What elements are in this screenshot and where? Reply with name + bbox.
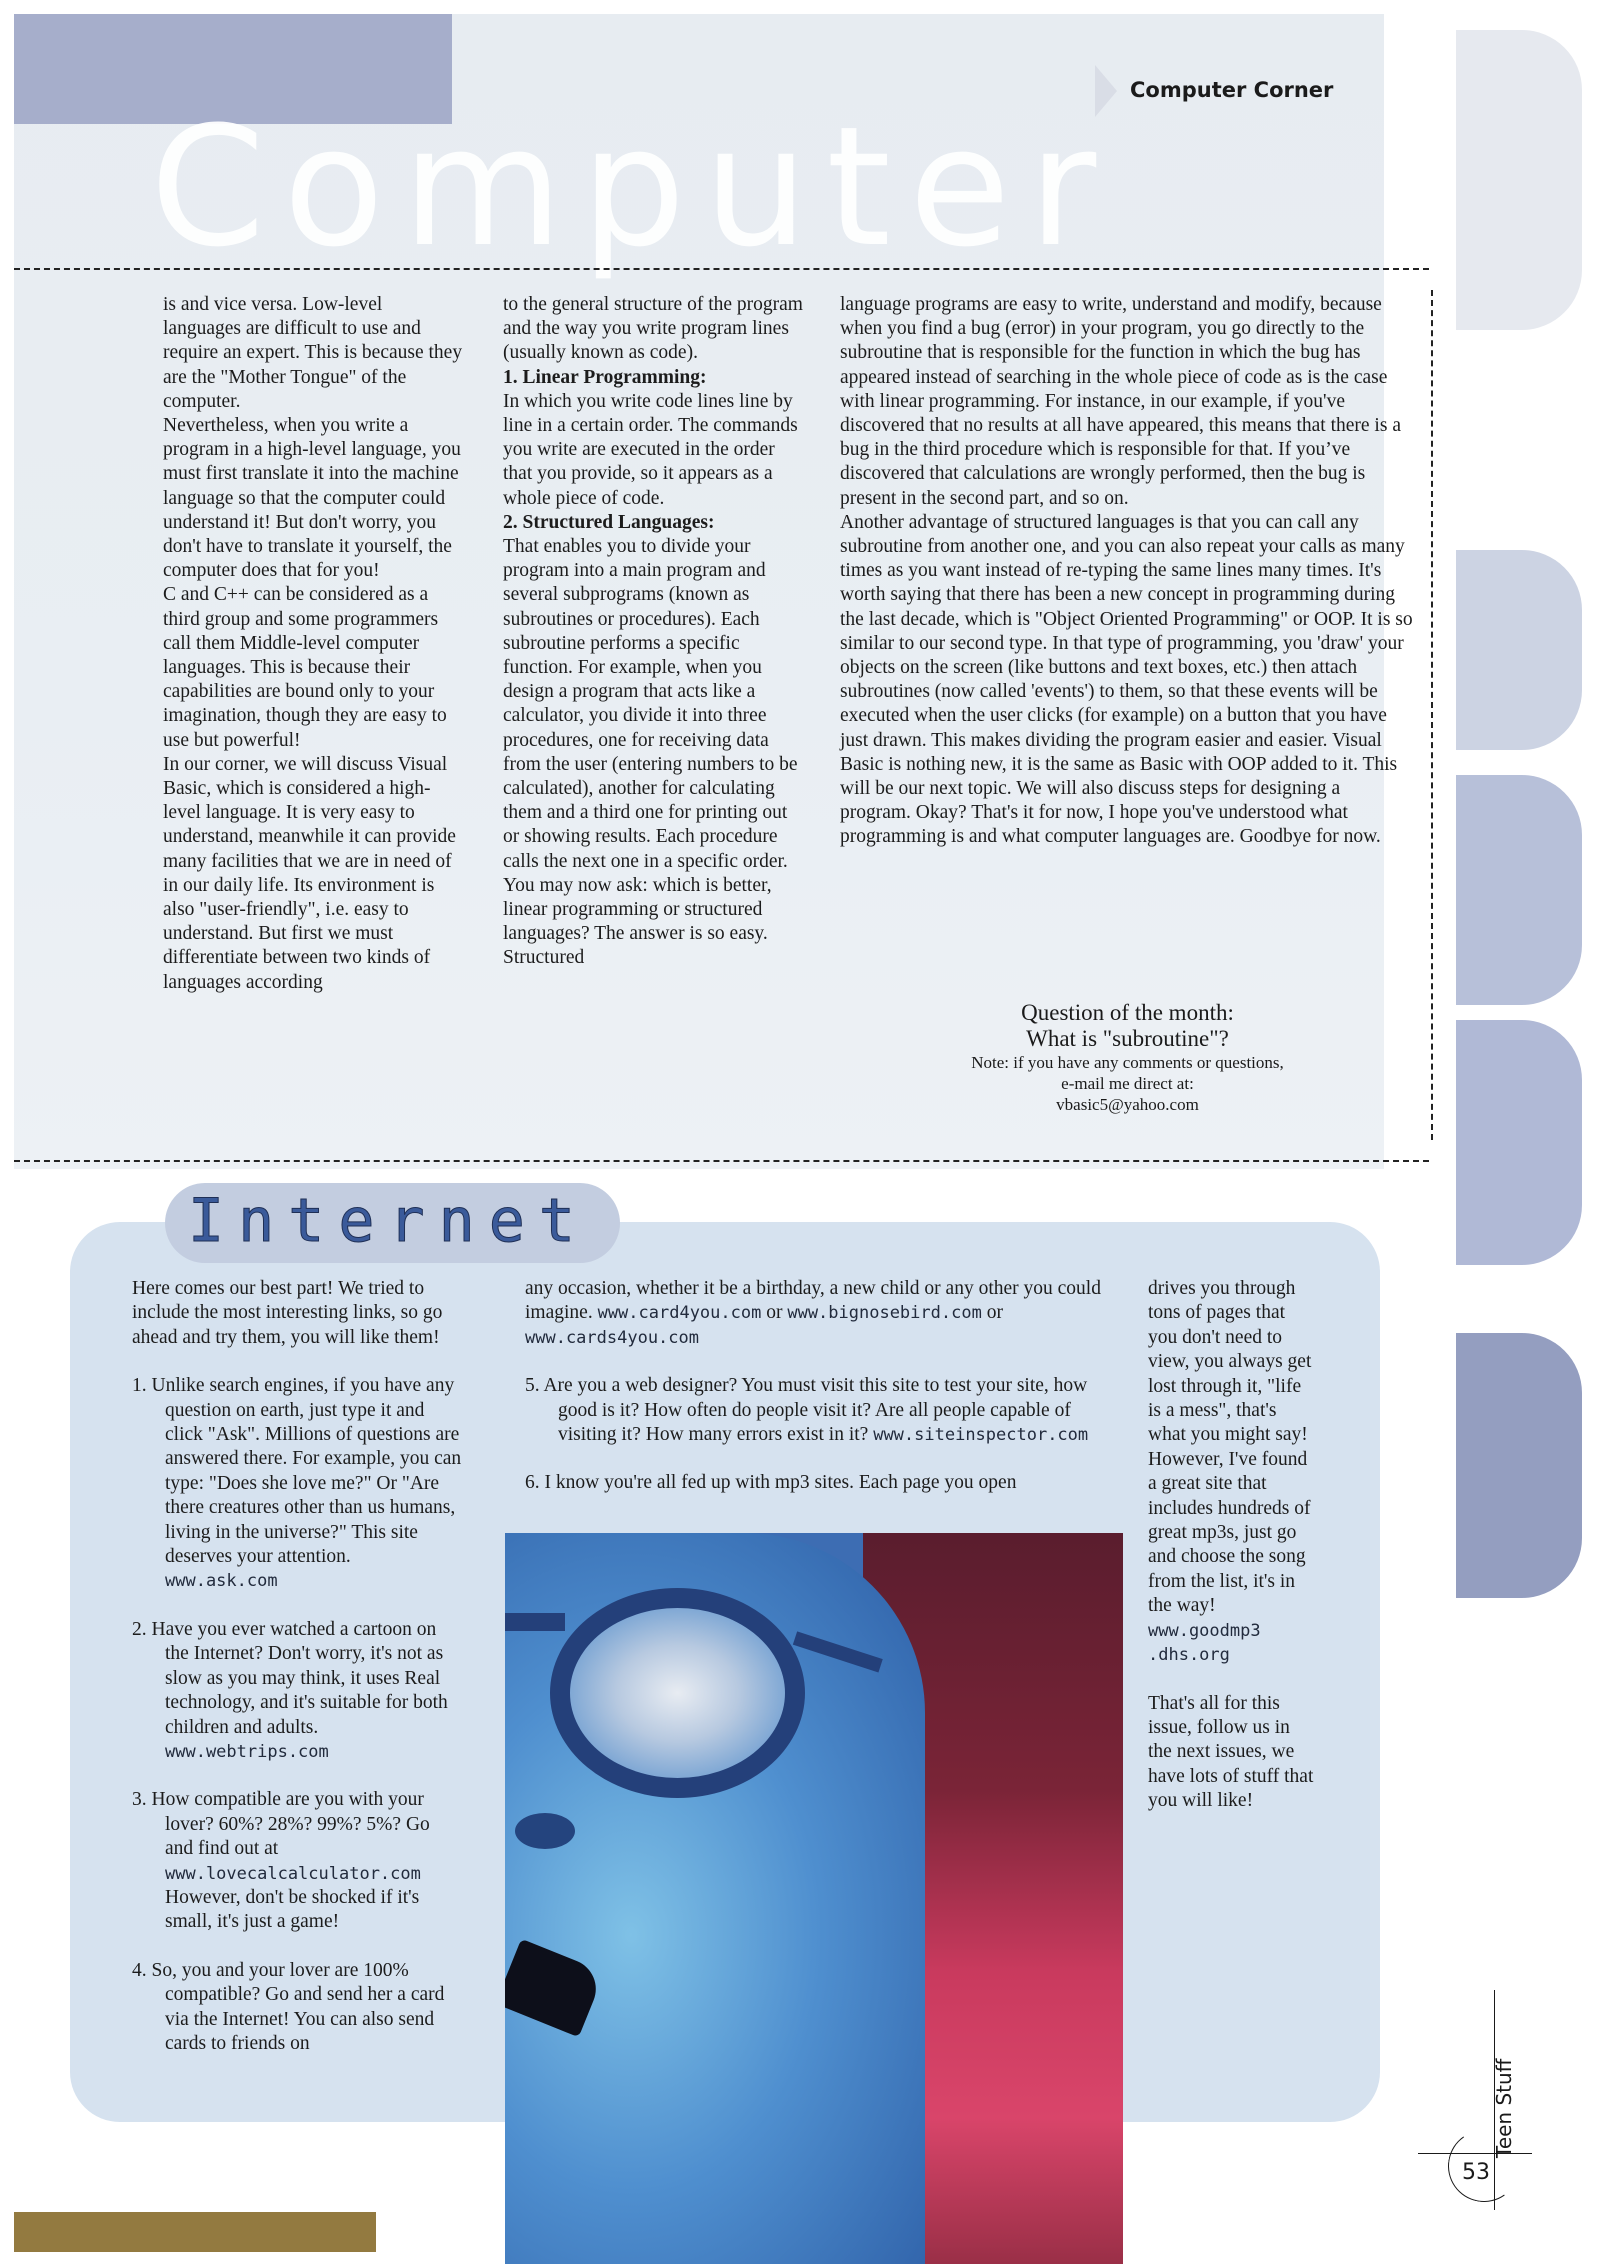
page-number: 53	[1462, 2160, 1490, 2185]
list-item-continued: drives you through tons of pages that you don't need to view, you always get lost through it, "life is a mess", that's what you might say! However, I've found a great site that includes hundreds of great mp3s, just go and choose the song from the list, it's in the way! www.goodmp3 .dhs.org	[1148, 1278, 1312, 1666]
photo-nose	[515, 1813, 575, 1849]
question-text: What is "subroutine"?	[1026, 1026, 1229, 1051]
paragraph: In which you write code lines line by line in a certain order. The commands you write are executed in the order that you provide, so it appears as a whole piece of code.	[503, 390, 798, 509]
paragraph: You may now ask: which is better, linear programming or structured languages? The answer is so easy. Structured	[503, 874, 772, 969]
internet-column-1	[132, 1277, 462, 2056]
dashed-frame-bottom	[14, 1160, 1429, 1162]
article-column-1	[163, 293, 463, 995]
link-siteinspector[interactable]: www.siteinspector.com	[873, 1425, 1089, 1446]
paragraph: language programs are easy to write, understand and modify, because when you find a bug (error) in your program, you go directly to the subroutine that is responsible for the function in which the bug has appeared instead of searching in the whole piece of code as is the case with linear programming. For instance, in our example, if you've discovered that no results at all have appeared, this means that there is a bug in the third procedure which is responsible for that. If you’ve discovered that calculations are wrongly performed, then the bug is present in the second part, and so on.	[840, 294, 1401, 509]
link-webtrips[interactable]: www.webtrips.com	[165, 1741, 329, 1762]
paragraph: Nevertheless, when you write a program in a high-level language, you must first translate it into the machine language so that the computer could understand it! But don't worry, you don't have to translate it yourself, the computer does that for you!	[163, 415, 461, 582]
side-tab-4	[1456, 1020, 1582, 1265]
link-ask[interactable]: www.ask.com	[165, 1571, 278, 1592]
closing-paragraph: That's all for this issue, follow us in the next issues, we have lots of stuff that you will like!	[1148, 1692, 1314, 1812]
paragraph: to the general structure of the program and the way you write program lines (usually known as code).	[503, 294, 803, 364]
side-tab-5	[1456, 1333, 1582, 1598]
link-lovecalculator[interactable]: www.lovecalcalculator.com	[165, 1863, 421, 1884]
paragraph: is and vice versa. Low-level languages are difficult to use and require an expert. This is because they are the "Mother Tongue" of the computer.	[163, 294, 463, 412]
side-tab-1	[1456, 30, 1582, 330]
internet-intro: Here comes our best part! We tried to include the most interesting links, so go ahead and try them, you will like them!	[132, 1278, 443, 1348]
link-goodmp3[interactable]: www.goodmp3	[1148, 1620, 1261, 1641]
article-column-2	[503, 293, 803, 971]
side-tab-2	[1456, 550, 1582, 750]
subheading-linear-programming: 1. Linear Programming:	[503, 366, 707, 388]
link-card4you[interactable]: www.card4you.com	[597, 1303, 762, 1324]
internet-column-2	[525, 1277, 1125, 1496]
glasses-lens-icon	[550, 1588, 805, 1798]
article-column-3	[840, 293, 1415, 850]
question-of-the-month	[840, 1000, 1415, 1115]
background-title-word: Computer	[150, 91, 1115, 283]
internet-section-title: Internet	[188, 1186, 589, 1256]
side-tab-3	[1456, 775, 1582, 1005]
paragraph: That enables you to divide your program into a main program and several subprograms (known as subroutines or procedures). Each subroutine performs a specific function. For example, when you design a program that acts like a calculator, you divide it into three procedures, one for receiving data from the user (entering numbers to be calculated), another for calculating them and a third one for printing out or showing results. Each procedure calls the next one in a specific order.	[503, 536, 798, 872]
list-item: 5. Are you a web designer? You must visit this site to test your site, how good is it? How often do people visit it? Are all people capable of visiting it? How many errors exist in it? www.siteinspector.com	[525, 1375, 1089, 1446]
paragraph: C and C++ can be considered as a third group and some programmers call them Middle-level computer languages. This is because their capabilities are bound only to your imagination, though they are easy to use but powerful!	[163, 584, 447, 751]
list-item: 6. I know you're all fed up with mp3 sites. Each page you open	[525, 1472, 1017, 1494]
list-item: 4. So, you and your lover are 100% compatible? Go and send her a card via the Internet! You can also send cards to friends on	[132, 1959, 445, 2054]
list-item: 2. Have you ever watched a cartoon on the Internet? Don't worry, it's not as slow as you may think, it uses Real technology, and it's suitable for both children and adults. www.webtrips.com	[132, 1618, 448, 1762]
section-tag: Computer Corner	[1130, 78, 1334, 102]
note-line-1: Note: if you have any comments or questions,	[971, 1053, 1284, 1072]
note-line-2: e-mail me direct at:	[1061, 1074, 1194, 1093]
subheading-structured-languages: 2. Structured Languages:	[503, 511, 715, 533]
paragraph: Another advantage of structured languages is that you can call any subroutine from another one, and you can also repeat your calls as many times as you want instead of re-typing the same lines many times. It's worth saying that there has been a new concept in programming during the last decade, which is "Object Oriented Programming" or OOP. It is so similar to our second type. In that type of programming, you 'draw' your objects on the screen (like buttons and text boxes, etc.) then attach subroutines (now called 'events') to them, so that these events will be executed when the user clicks (for example) on a button that you have just drawn. This makes dividing the program easier and easier. Visual Basic is nothing new, it is the same as Basic with OOP added to it. This will be our next topic. We will also discuss steps for designing a program. Okay? That's it for now, I hope you've understood what programming is and what computer languages are. Goodbye for now.	[840, 511, 1413, 848]
dashed-frame-right	[1431, 290, 1433, 1140]
link-cards4you[interactable]: www.cards4you.com	[525, 1327, 699, 1348]
internet-column-3	[1148, 1277, 1318, 1814]
question-label: Question of the month:	[1021, 1000, 1234, 1025]
link-bignosebird[interactable]: www.bignosebird.com	[787, 1303, 982, 1324]
list-item: 3. How compatible are you with your lover? 60%? 28%? 99%? 5%? Go and find out at www.lovecalcalculator.com However, don't be shocked if it's small, it's just a game!	[132, 1789, 430, 1933]
illustration-photo	[505, 1533, 1123, 2264]
bottom-gold-bar	[14, 2212, 376, 2252]
paragraph: In our corner, we will discuss Visual Basic, which is considered a high-level language. It is very easy to understand, meanwhile it can provide many facilities that we are in need of in our daily life. Its environment is also "user-friendly", i.e. easy to understand. But first we must differentiate between two kinds of languages according	[163, 753, 456, 993]
list-item: 1. Unlike search engines, if you have any question on earth, just type it and click "Ask". Millions of questions are answered there. For example, you can type: "Does she love me?" Or "Are there creatures other than us humans, living in the universe?" This site deserves your attention. www.ask.com	[132, 1375, 462, 1592]
dashed-frame-top	[14, 268, 1429, 270]
section-tag-arrow-icon	[1095, 65, 1117, 117]
link-goodmp3-domain[interactable]: .dhs.org	[1148, 1645, 1230, 1666]
list-item-continued: any occasion, whether it be a birthday, a new child or any other you could imagine. www.card4you.com or www.bignosebird.com or www.cards4you.com	[525, 1278, 1101, 1348]
contact-email[interactable]: vbasic5@yahoo.com	[1056, 1095, 1199, 1114]
section-name-vertical: Teen Stuff	[1492, 2058, 1516, 2158]
glasses-bridge	[505, 1613, 565, 1631]
